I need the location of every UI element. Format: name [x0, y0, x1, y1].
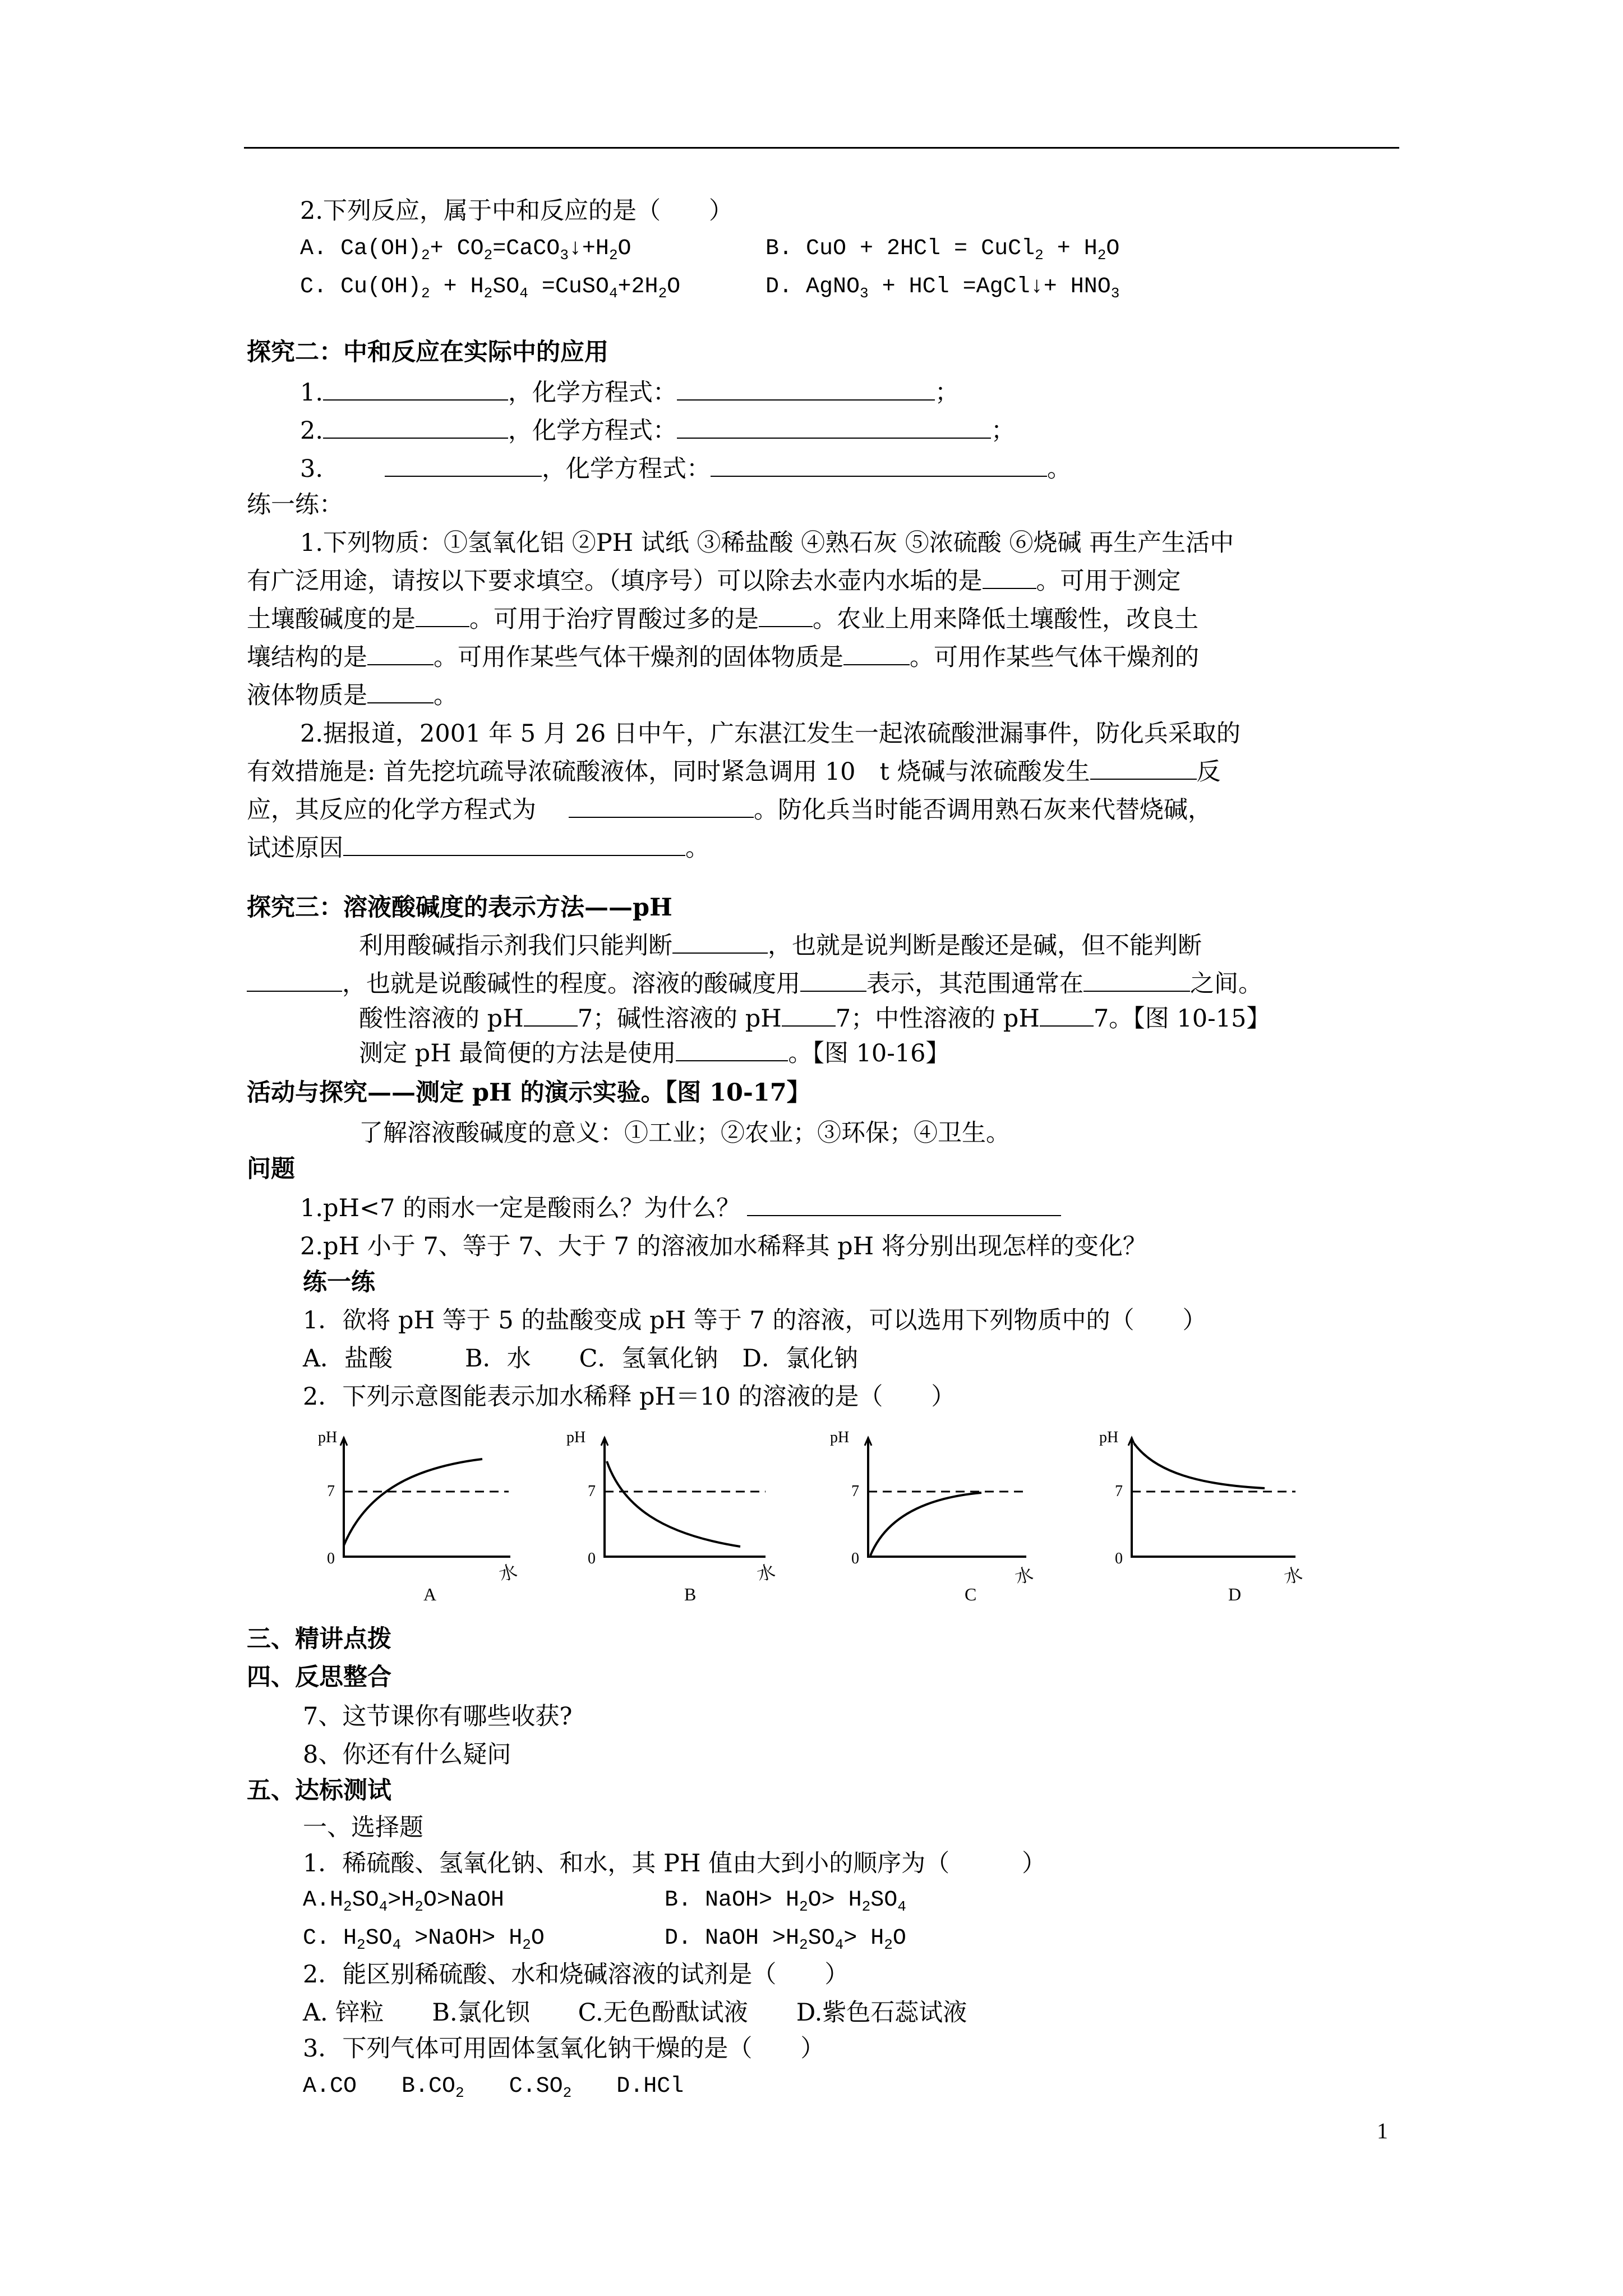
test-1-option-b: B. NaOH> $H_2O> H_2SO_4$ — [665, 1888, 906, 1915]
test-3: 3．下列气体可用固体氢氧化钠干燥的是（ ） — [303, 2035, 825, 2063]
graph-a-axes — [344, 1438, 510, 1557]
practice-2-line-2: 有效措施是: 首先挖坑疏导浓硫酸液体，同时紧急调用 10 t 烧碱与浓硫酸发生 反 — [247, 755, 1221, 789]
option-c: C. $Cu(OH)_2 + H_2SO_4$ $=CuSO_4+2H_2O$ — [300, 274, 681, 302]
graph-b-ylabel: pH — [566, 1429, 586, 1446]
test-1-option-c: C. $H_2SO_4$ >NaOH> $H_2O$ — [303, 1926, 545, 1953]
header-rule — [244, 147, 1399, 149]
graph-a-xlabel: 水 — [496, 1560, 520, 1586]
fill-line-3: 3. ，化学方程式： 。 — [300, 452, 1071, 486]
graph-d-axes — [1132, 1438, 1295, 1557]
page-number: 1 — [1377, 2118, 1388, 2143]
section-3-title: 探究三：溶液酸碱度的表示方法——pH — [247, 894, 672, 922]
graph-a-seven: 7 — [327, 1483, 335, 1500]
option-b: B. CuO + 2HCl = CuCl$_2$ + $H_2O$ — [766, 236, 1120, 264]
graph-d — [1094, 1422, 1307, 1613]
graph-a-zero: 0 — [327, 1550, 335, 1567]
graph-a-ylabel: pH — [318, 1429, 338, 1446]
s3-line-4: 测定 pH 最简便的方法是使用 。【图 10-16】 — [359, 1037, 950, 1070]
s3-line-1: 利用酸碱指示剂我们只能判断 ，也就是说判断是酸还是碱，但不能判断 — [359, 929, 1202, 963]
graph-d-xlabel: 水 — [1281, 1563, 1305, 1589]
reflection-8: 8、你还有什么疑问 — [303, 1741, 511, 1769]
test-1-option-a: $A.H_2SO_4>H_2O>NaOH$ — [303, 1888, 504, 1915]
practice-2-line-4: 试述原因 。 — [247, 831, 709, 865]
practice-1-line-1: 1.下列物质：①氢氧化铝 ②PH 试纸 ③稀盐酸 ④熟石灰 ⑤浓硫酸 ⑥烧碱 再生产生活中 — [300, 529, 1234, 557]
practice-1-line-3: 土壤酸碱度的是 。可用于治疗胃酸过多的是 。农业上用来降低土壤酸性，改良土 — [247, 602, 1198, 636]
test-1-option-d: D. NaOH $>H_2SO_4> H_2O$ — [665, 1926, 906, 1953]
s3-line-3: 酸性溶液的 pH 7；碱性溶液的 pH 7；中性溶液的 pH 7。【图 10-15】 — [359, 1002, 1270, 1036]
test-3-options: A.CO $B.CO_2$ $C.SO_2$ D.HCl — [303, 2074, 684, 2101]
practice-1-line-5: 液体物质是 。 — [247, 679, 458, 712]
test-2-options: A. 锌粒 B.氯化钡 C.无色酚酞试液 D.紫色石蕊试液 — [303, 1999, 967, 2027]
practice-1-line-2: 有广泛用途，请按以下要求填空。（填序号）可以除去水壶内水垢的是 。可用于测定 — [247, 564, 1181, 598]
graph-a — [306, 1422, 519, 1613]
section-2-title: 探究二：中和反应在实际中的应用 — [247, 338, 608, 366]
question-title: 问题 — [247, 1155, 295, 1183]
reflection-7: 7、这节课你有哪些收获? — [303, 1703, 573, 1731]
graph-d-curve — [1134, 1443, 1265, 1488]
practice-label: 练一练： — [247, 491, 343, 519]
fill-line-1: 1. ，化学方程式： ； — [300, 376, 959, 409]
graph-c-zero: 0 — [851, 1550, 859, 1567]
graph-d-ylabel: pH — [1099, 1429, 1119, 1446]
graph-c-ylabel: pH — [830, 1429, 850, 1446]
s3-line-2: ，也就是说酸碱性的程度。溶液的酸碱度用 表示，其范围通常在 之间。 — [247, 967, 1262, 1001]
practice-2-line-1: 2.据报道，2001 年 5 月 26 日中午，广东湛江发生一起浓硫酸泄漏事件，防化兵采取的 — [300, 720, 1241, 748]
option-a: A. $Ca(OH)_2+$ $CO_2=CaCO_3↓+H_2O$ — [300, 236, 631, 264]
graph-c — [830, 1422, 1043, 1613]
practice-1-line-4: 壤结构的是 。可用作某些气体干燥剂的固体物质是 。可用作某些气体干燥剂的 — [247, 641, 1199, 674]
question-2-stem: 2.下列反应，属于中和反应的是（ ） — [300, 197, 734, 225]
meaning-line: 了解溶液酸碱度的意义：①工业；②农业；③环保；④卫生。 — [359, 1119, 1010, 1147]
graph-c-xlabel: 水 — [1012, 1563, 1036, 1589]
option-d: D. AgNO$_3$ + HCl =AgCl↓+ $HNO_3$ — [766, 274, 1120, 302]
graph-d-seven: 7 — [1115, 1483, 1123, 1500]
graph-c-seven: 7 — [851, 1483, 859, 1500]
section-fansi: 四、反思整合 — [247, 1663, 391, 1691]
graph-b-seven: 7 — [588, 1483, 596, 1500]
section-jingjiang: 三、精讲点拨 — [247, 1625, 391, 1653]
graph-b — [566, 1422, 780, 1613]
graph-d-zero: 0 — [1115, 1550, 1123, 1567]
question-2: 2.pH 小于 7、等于 7、大于 7 的溶液加水稀释其 pH 将分别出现怎样的变化？ — [300, 1232, 1147, 1260]
exercise-2: 2．下列示意图能表示加水稀释 pH＝10 的溶液的是（ ） — [303, 1383, 956, 1411]
graph-c-curve — [870, 1493, 981, 1556]
practice-title: 练一练 — [303, 1268, 375, 1296]
graph-b-curve — [607, 1461, 740, 1547]
fill-line-2: 2. ，化学方程式： ； — [300, 414, 1015, 448]
choice-title: 一、选择题 — [303, 1814, 423, 1842]
exercise-1-options: A．盐酸 B．水 C．氢氧化钠 D．氯化钠 — [303, 1345, 859, 1373]
graph-c-letter: C — [965, 1584, 977, 1604]
graph-b-letter: B — [684, 1584, 697, 1604]
practice-2-line-3: 应，其反应的化学方程式为 。防化兵当时能否调用熟石灰来代替烧碱， — [247, 793, 1212, 827]
activity-title: 活动与探究——测定 pH 的演示实验。【图 10-17】 — [247, 1079, 811, 1107]
graph-b-zero: 0 — [588, 1550, 596, 1567]
graph-a-letter: A — [423, 1584, 437, 1604]
test-1: 1．稀硫酸、氢氧化钠、和水，其 PH 值由大到小的顺序为（ ） — [303, 1849, 1046, 1878]
question-1: 1.pH<7 的雨水一定是酸雨么？为什么？ — [300, 1191, 1061, 1225]
exercise-1: 1．欲将 pH 等于 5 的盐酸变成 pH 等于 7 的溶液，可以选用下列物质中的（ ） — [303, 1306, 1207, 1335]
graph-b-xlabel: 水 — [754, 1560, 778, 1586]
section-dabiao: 五、达标测试 — [247, 1777, 391, 1805]
graph-a-curve — [344, 1459, 482, 1545]
test-2: 2．能区别稀硫酸、水和烧碱溶液的试剂是（ ） — [303, 1961, 849, 1989]
graph-d-letter: D — [1228, 1584, 1242, 1604]
